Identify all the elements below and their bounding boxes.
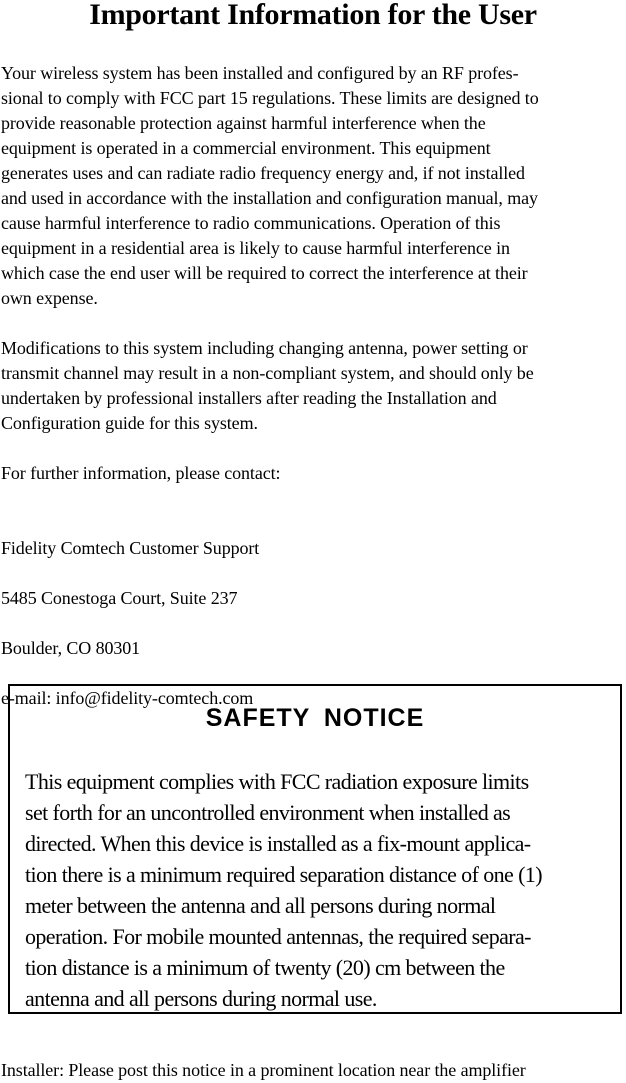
- installer-note: Installer: Please post this notice in a prominent location near the amplifier: [1, 1060, 526, 1080]
- modifications-paragraph: Modifications to this system including changing antenna, power setting or transmit channel may result in a non-compliant system, and should only be undertaken by professional installers after reading the Installation and Configuration guide for this system.: [1, 338, 534, 433]
- contact-email: e-mail: info@fidelity-comtech.com: [1, 688, 254, 708]
- page-title: Important Information for the User: [89, 0, 537, 31]
- contact-name: Fidelity Comtech Customer Support: [1, 538, 260, 558]
- intro-paragraph: Your wireless system has been installed and configured by an RF profes- sional to comply with FCC part 15 regulations. These limits are designed to provide reasonable protection against harmful interference when the equipment is operated in a commercial environment. This equipment generates uses and can radiate radio frequency energy and, if not installed and used in accordance with the installation and configuration manual, may cause harmful interference to radio communications. Operation of this equipment in a residential area is likely to cause harmful interference in which case the end user will be required to correct the interference at their own expense.: [1, 63, 539, 308]
- safety-notice-box: [8, 684, 622, 1014]
- safety-notice-title: SAFETY NOTICE: [205, 704, 425, 732]
- contact-street: 5485 Conestoga Court, Suite 237: [1, 588, 238, 608]
- contact-intro: For further information, please contact:: [1, 463, 281, 483]
- safety-notice-body: This equipment complies with FCC radiation exposure limits set forth for an uncontrolled environment when installed as directed. When this device is installed as a fix-mount applica- tion there is a minimum required separation distance of one (1) meter between the antenna and all persons during normal operation. For mobile mounted antennas, the required separa- tion distance is a minimum of twenty (20) cm between the antenna and all persons during normal use.: [25, 769, 542, 1011]
- contact-city: Boulder, CO 80301: [1, 638, 141, 658]
